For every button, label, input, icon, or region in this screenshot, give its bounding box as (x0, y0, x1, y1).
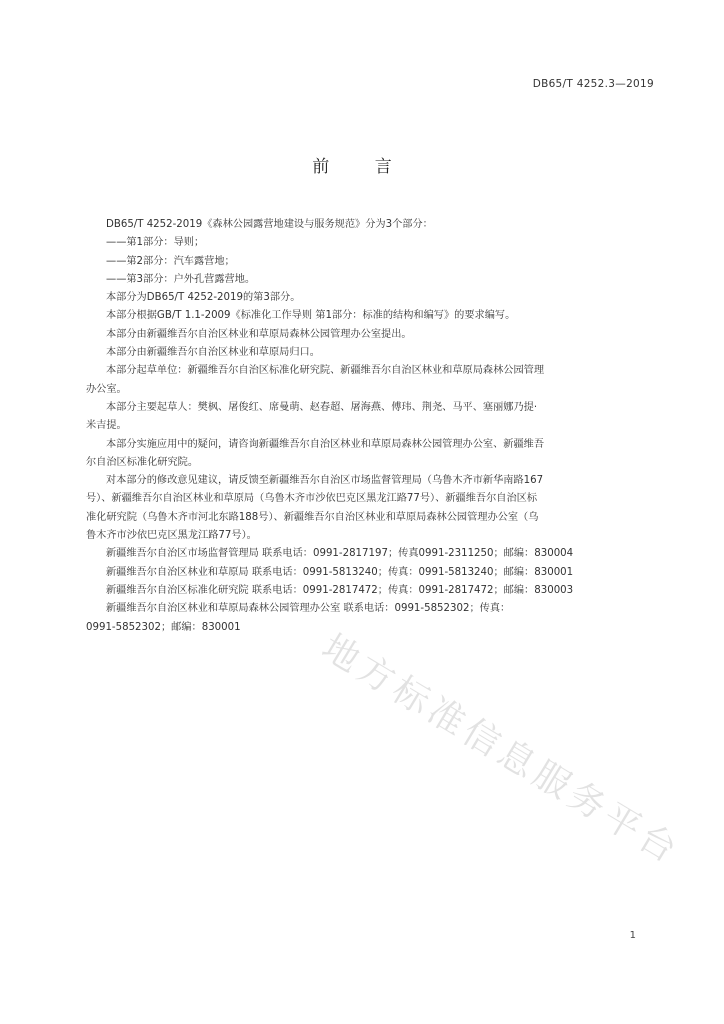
contact-market-regulation: 新疆维吾尔自治区市场监督管理局 联系电话：0991-2817197；传真0991-2311250；邮编：830004 (106, 548, 574, 560)
paragraph-drafters-line2: 米吉提。 (86, 420, 127, 432)
page-title: 前 言 (312, 157, 412, 177)
paragraph-proposed-by: 本部分由新疆维吾尔自治区林业和草原局森林公园管理办公室提出。 (106, 328, 412, 340)
list-item-part2: ——第2部分：汽车露营地； (106, 255, 235, 267)
contact-forestry-bureau: 新疆维吾尔自治区林业和草原局 联系电话：0991-5813240；传真：0991-5813240；邮编：830001 (106, 566, 574, 578)
contact-forest-park-office-line2: 0991-5852302；邮编：830001 (86, 621, 241, 633)
paragraph-feedback-line3: 准化研究院（乌鲁木齐市河北东路188号）、新疆维吾尔自治区林业和草原局森林公园管理办公室（乌 (86, 511, 539, 523)
paragraph-parts-intro: DB65/T 4252-2019《森林公园露营地建设与服务规范》分为3个部分： (106, 219, 433, 230)
paragraph-this-part: 本部分为DB65/T 4252-2019的第3部分。 (106, 292, 301, 304)
paragraph-drafting-units-line1: 本部分起草单位：新疆维吾尔自治区标准化研究院、新疆维吾尔自治区林业和草原局森林公园管理 (106, 365, 545, 377)
list-item-part3: ——第3部分：户外孔营露营地。 (106, 273, 256, 285)
paragraph-feedback-line2: 号）、新疆维吾尔自治区林业和草原局（乌鲁木齐市沙依巴克区黑龙江路77号）、新疆维吾尔自治区标 (86, 493, 538, 505)
foreword-body (86, 216, 646, 637)
paragraph-inquiries-line1: 本部分实施应用中的疑问，请咨询新疆维吾尔自治区林业和草原局森林公园管理办公室、新疆维吾 (106, 438, 545, 450)
list-item-part1: ——第1部分：导则； (106, 237, 205, 249)
contact-forest-park-office-line1: 新疆维吾尔自治区林业和草原局森林公园管理办公室 联系电话：0991-5852302；传真： (106, 603, 511, 615)
paragraph-feedback-line1: 对本部分的修改意见建议，请反馈至新疆维吾尔自治区市场监督管理局（乌鲁木齐市新华南路167 (106, 475, 544, 487)
paragraph-drafting-rules: 本部分根据GB/T 1.1-2009《标准化工作导则 第1部分：标准的结构和编写》的要求编写。 (106, 310, 516, 322)
paragraph-drafting-units-line2: 办公室。 (86, 383, 127, 395)
paragraph-inquiries-line2: 尔自治区标准化研究院。 (86, 456, 199, 468)
paragraph-administered-by: 本部分由新疆维吾尔自治区林业和草原局归口。 (106, 347, 320, 359)
paragraph-drafters-line1: 本部分主要起草人：樊枫、屠俊红、席曼萌、赵春超、屠海燕、傅玮、荆尧、马平、塞丽娜乃提· (106, 401, 538, 413)
paragraph-feedback-line4: 鲁木齐市沙依巴克区黑龙江路77号）。 (86, 530, 257, 542)
page-number: 1 (629, 930, 636, 941)
contact-standardization-institute: 新疆维吾尔自治区标准化研究院 联系电话：0991-2817472；传真：0991-2817472；邮编：830003 (106, 584, 574, 596)
watermark: 地方标准信息服务平台 (314, 626, 688, 874)
standard-code: DB65/T 4252.3—2019 (532, 78, 654, 90)
